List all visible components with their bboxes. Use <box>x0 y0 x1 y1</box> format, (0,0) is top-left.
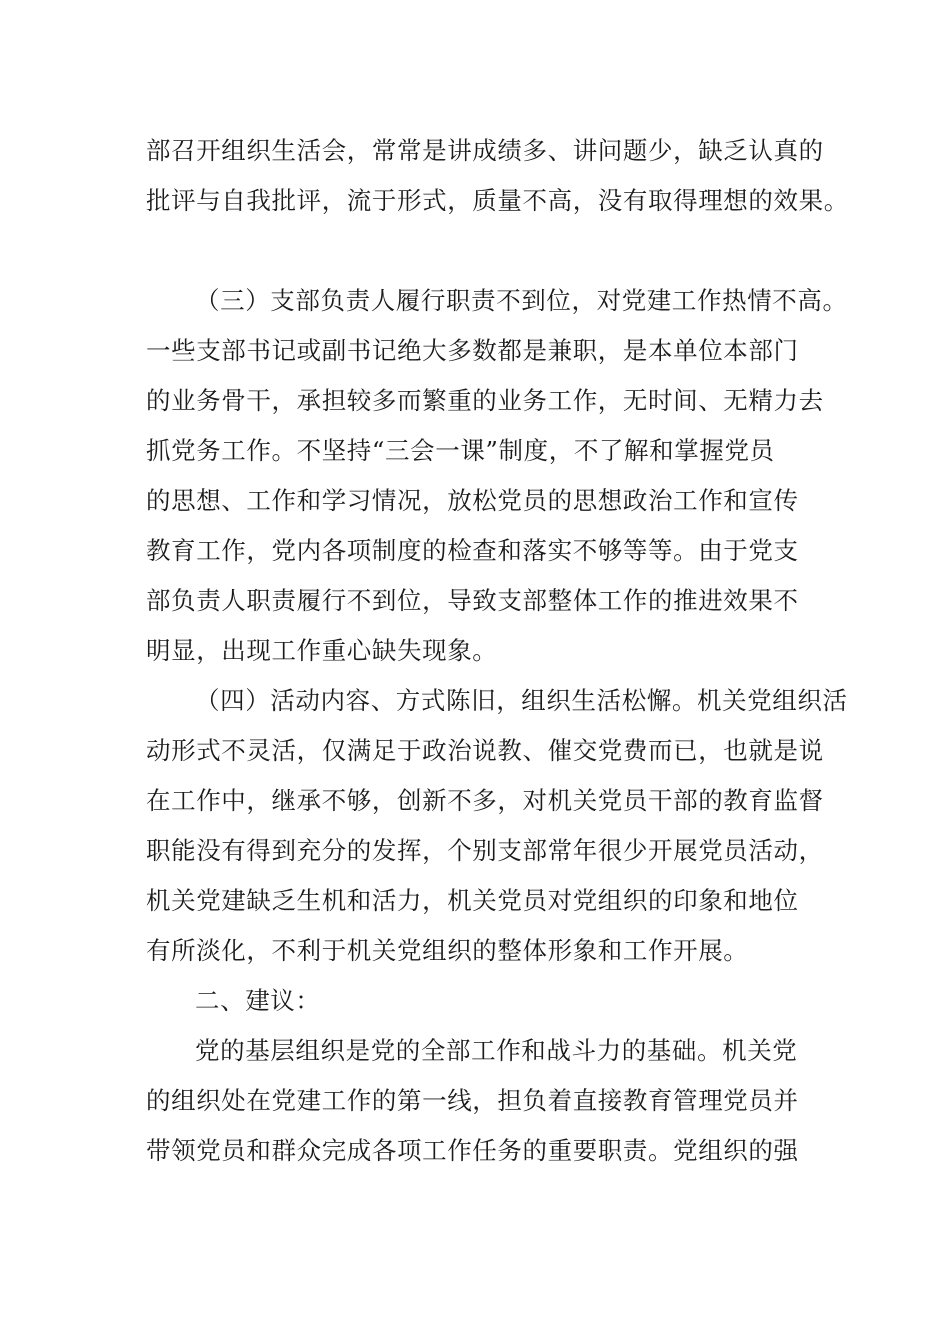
text-line: 部负责人职责履行不到位，导致支部整体工作的推进效果不 <box>146 586 799 615</box>
text-line: 抓党务工作。不坚持“三会一课”制度，不了解和掌握党员 <box>146 436 775 465</box>
text-line: 带领党员和群众完成各项工作任务的重要职责。党组织的强 <box>146 1136 799 1165</box>
section-heading-suggestions: 二、建议： <box>195 986 321 1015</box>
text-line: 党的基层组织是党的全部工作和战斗力的基础。机关党 <box>195 1036 798 1065</box>
section-3-heading-line: （三）支部负责人履行职责不到位，对党建工作热情不高。 <box>195 286 848 315</box>
text-line: 在工作中，继承不够，创新不多，对机关党员干部的教育监督 <box>146 786 824 815</box>
text-line: 机关党建缺乏生机和活力，机关党员对党组织的印象和地位 <box>146 886 799 915</box>
text-line: 的思想、工作和学习情况，放松党员的思想政治工作和宣传 <box>146 486 799 515</box>
section-4-heading-line: （四）活动内容、方式陈旧，组织生活松懈。机关党组织活 <box>195 686 848 715</box>
document-body <box>146 276 848 1176</box>
text-line: 一些支部书记或副书记绝大多数都是兼职，是本单位本部门 <box>146 336 799 365</box>
text-line: 有所淡化，不利于机关党组织的整体形象和工作开展。 <box>146 936 749 965</box>
text-line: 的组织处在党建工作的第一线，担负着直接教育管理党员并 <box>146 1086 799 1115</box>
text-line: 明显，出现工作重心缺失现象。 <box>146 636 498 665</box>
text-line: 批评与自我批评，流于形式，质量不高，没有取得理想的效果。 <box>146 186 849 215</box>
text-line: 动形式不灵活，仅满足于政治说教、催交党费而已，也就是说 <box>146 736 824 765</box>
text-line: 职能没有得到充分的发挥，个别支部常年很少开展党员活动， <box>146 836 824 865</box>
paragraph-continuation <box>146 126 849 226</box>
text-line: 的业务骨干，承担较多而繁重的业务工作，无时间、无精力去 <box>146 386 824 415</box>
text-line: 教育工作，党内各项制度的检查和落实不够等等。由于党支 <box>146 536 799 565</box>
text-line: 部召开组织生活会，常常是讲成绩多、讲问题少，缺乏认真的 <box>146 136 824 165</box>
